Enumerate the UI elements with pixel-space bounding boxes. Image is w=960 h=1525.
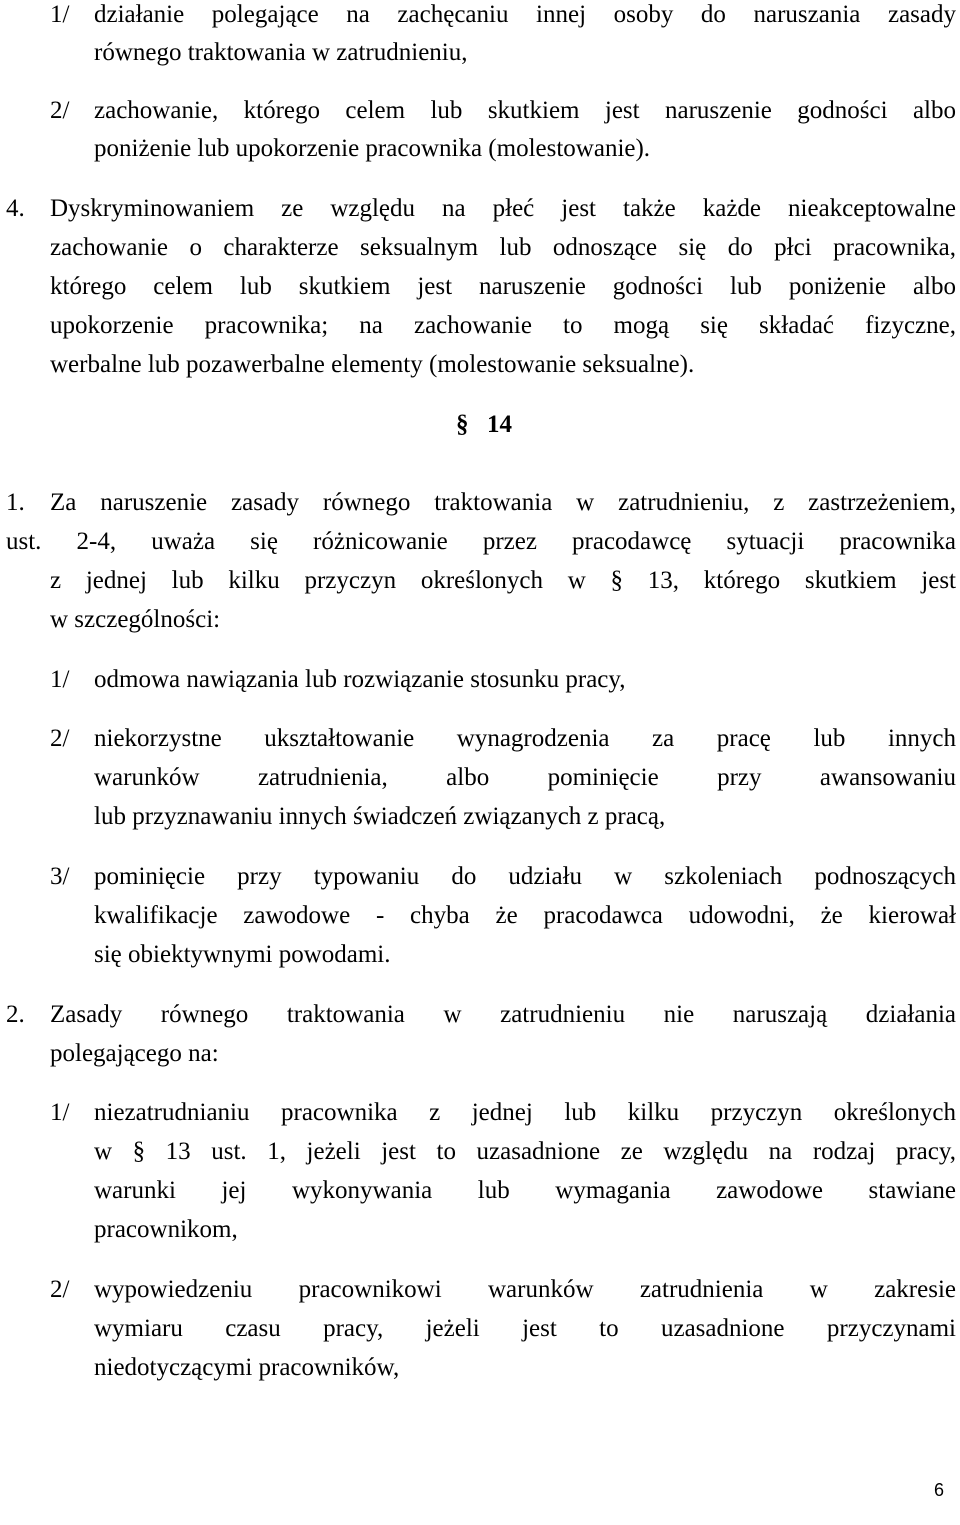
list-item-text-line: pracownikom, [94,1216,238,1243]
paragraph-number: 4. [6,195,25,222]
list-marker: 2/ [50,1276,70,1303]
paragraph-text-line: zachowanie o charakterze seksualnym lub odnoszące się do płci pracownika, [50,234,956,261]
list-item-text-line: niezatrudnianiu pracownika z jednej lub kilku przyczyn określonych [94,1099,956,1126]
paragraph-text-line: Za naruszenie zasady równego traktowania w zatrudnieniu, z zastrzeżeniem, [50,489,956,516]
list-item-text-line: niekorzystne ukształtowanie wynagrodzenia za pracę lub innych [94,725,956,752]
list-marker: 1/ [50,666,70,693]
paragraph-text-line: z jednej lub kilku przyczyn określonych w § 13, którego skutkiem jest [50,567,956,594]
paragraph-number: 1. [6,489,25,516]
list-item-text-line: się obiektywnymi powodami. [94,941,391,968]
list-item-text-line: kwalifikacje zawodowe - chyba że pracodawca udowodni, że kierował [94,902,956,929]
list-marker: 1/ [50,1,70,28]
section-number: 14 [487,411,512,438]
paragraph-number: 2. [6,1001,25,1028]
page-number: 6 [934,1480,945,1500]
list-item-text-line: odmowa nawiązania lub rozwiązanie stosunku pracy, [94,666,626,693]
paragraph-text-line: którego celem lub skutkiem jest naruszenie godności lub poniżenie albo [50,273,956,300]
paragraph-text-line: polegającego na: [50,1040,219,1067]
list-item-text-line: wypowiedzeniu pracownikowi warunków zatrudnienia w zakresie [94,1276,956,1303]
section-heading [456,410,512,440]
list-marker: 3/ [50,863,70,890]
paragraph-text-line: upokorzenie pracownika; na zachowanie to mogą się składać fizyczne, [50,312,956,339]
paragraph-text-line: werbalne lub pozawerbalne elementy (molestowanie seksualne). [50,351,695,378]
list-item-text-line: warunki jej wykonywania lub wymagania zawodowe stawiane [94,1177,956,1204]
list-item-text-line: równego traktowania w zatrudnieniu, [94,39,468,66]
list-item-text-line: warunków zatrudnienia, albo pominięcie przy awansowaniu [94,764,956,791]
paragraph-text-line: Zasady równego traktowania w zatrudnieniu nie naruszają działania [50,1001,956,1028]
list-item-text-line: niedotyczącymi pracowników, [94,1354,400,1381]
paragraph-text-line: ust. 2-4, uważa się różnicowanie przez pracodawcę sytuacji pracownika [6,528,956,555]
list-item-text-line: poniżenie lub upokorzenie pracownika (molestowanie). [94,135,651,162]
list-marker: 1/ [50,1099,70,1126]
list-item-text-line: pominięcie przy typowaniu do udziału w szkoleniach podnoszących [94,863,956,890]
list-item-text-line: działanie polegające na zachęcaniu innej osoby do naruszania zasady [94,1,956,28]
list-item-text-line: zachowanie, którego celem lub skutkiem jest naruszenie godności albo [94,97,956,124]
section-symbol: § [456,411,469,438]
list-item-text-line: w § 13 ust. 1, jeżeli jest to uzasadnione ze względu na rodzaj pracy, [94,1138,956,1165]
list-item-text-line: wymiaru czasu pracy, jeżeli jest to uzasadnione przyczynami [94,1315,956,1342]
list-marker: 2/ [50,97,70,124]
paragraph-text-line: Dyskryminowaniem ze względu na płeć jest także każde nieakceptowalne [50,195,956,222]
list-marker: 2/ [50,725,70,752]
paragraph-text-line: w szczególności: [50,606,221,633]
list-item-text-line: lub przyznawaniu innych świadczeń związanych z pracą, [94,803,666,830]
